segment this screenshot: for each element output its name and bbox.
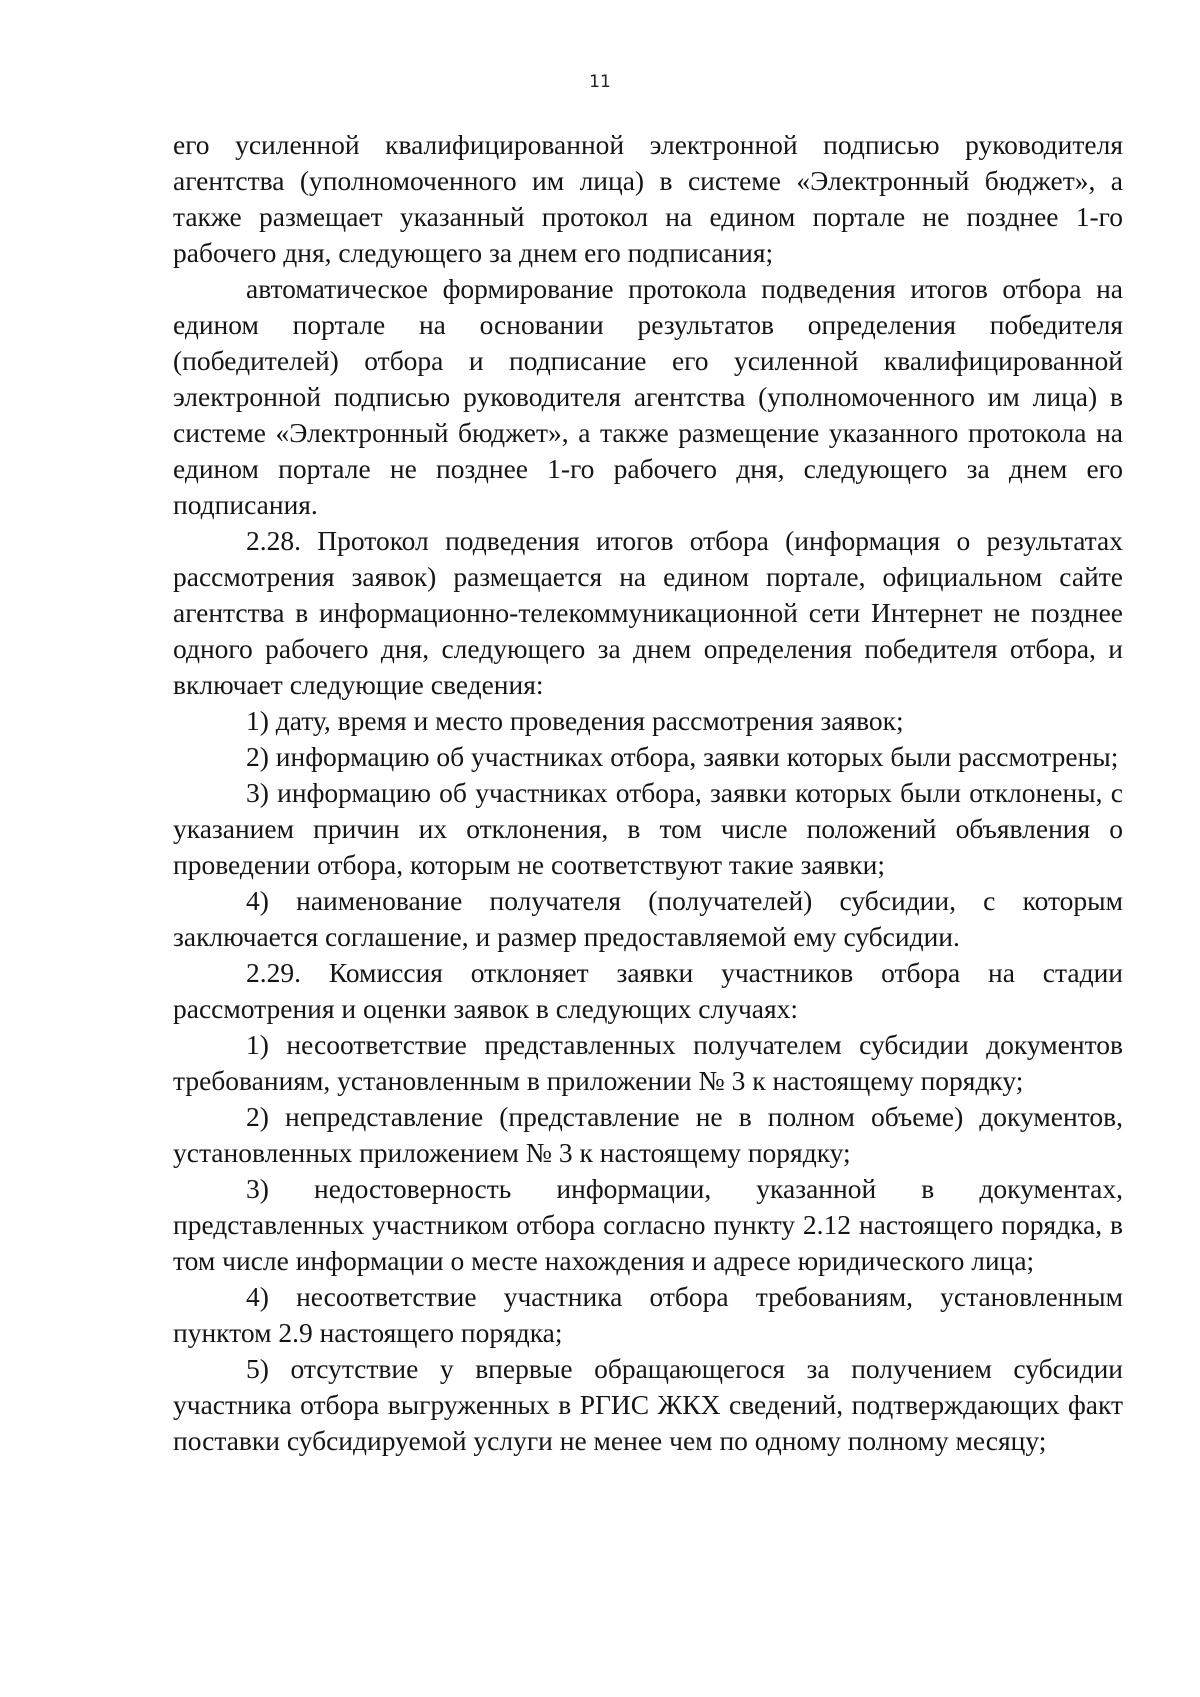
list-item-2-28-3: 3) информацию об участниках отбора, заявки которых были отклонены, с указанием причин их отклонения, в том числе положений объявления о проведении отбора, которым не соответствуют такие заявки; (173, 777, 1123, 880)
paragraph-continuation: его усиленной квалифицированной электронной подписью руководителя агентства (уполномоченного им лица) в системе «Электронный бюджет», а также размещает указанный протокол на едином портале не позднее 1-го рабочего дня, следующего за днем его подписания; (173, 129, 1123, 268)
document-body (173, 127, 1123, 1459)
list-item-2-29-5: 5) отсутствие у впервые обращающегося за получением субсидии участника отбора выгруженных в РГИС ЖКХ сведений, подтверждающих факт поставки субсидируемой услуги не менее чем по одному полному месяцу; (173, 1353, 1123, 1456)
paragraph-2-29: 2.29. Комиссия отклоняет заявки участников отбора на стадии рассмотрения и оценки заявок в следующих случаях: (173, 957, 1123, 1024)
list-item-2-29-4: 4) несоответствие участника отбора требованиям, установленным пунктом 2.9 настоящего порядка; (173, 1281, 1123, 1348)
list-item-2-29-3: 3) недостоверность информации, указанной в документах, представленных участником отбора согласно пункту 2.12 настоящего порядка, в том числе информации о месте нахождения и адресе юридического лица; (173, 1173, 1123, 1276)
list-item-2-28-2: 2) информацию об участниках отбора, заявки которых были рассмотрены; (246, 741, 1119, 772)
list-item-2-28-1: 1) дату, время и место проведения рассмотрения заявок; (246, 705, 904, 736)
paragraph-auto-protocol: автоматическое формирование протокола подведения итогов отбора на едином портале на основании результатов определения победителя (победителей) отбора и подписание его усиленной квалифицированной электронной подписью руководителя агентства (уполномоченного им лица) в системе «Электронный бюджет», а также размещение указанного протокола на едином портале не позднее 1-го рабочего дня, следующего за днем его подписания. (173, 273, 1123, 520)
list-item-2-28-4: 4) наименование получателя (получателей) субсидии, с которым заключается соглашение, и размер предоставляемой ему субсидии. (173, 885, 1123, 952)
page-number: 11 (589, 72, 611, 92)
list-item-2-29-2: 2) непредставление (представление не в полном объеме) документов, установленных приложением № 3 к настоящему порядку; (173, 1101, 1123, 1168)
list-item-2-29-1: 1) несоответствие представленных получателем субсидии документов требованиям, установленным в приложении № 3 к настоящему порядку; (173, 1029, 1123, 1096)
paragraph-2-28: 2.28. Протокол подведения итогов отбора (информация о результатах рассмотрения заявок) размещается на едином портале, официальном сайте агентства в информационно-телекоммуникационной сети Интернет не позднее одного рабочего дня, следующего за днем определения победителя отбора, и включает следующие сведения: (173, 525, 1123, 700)
